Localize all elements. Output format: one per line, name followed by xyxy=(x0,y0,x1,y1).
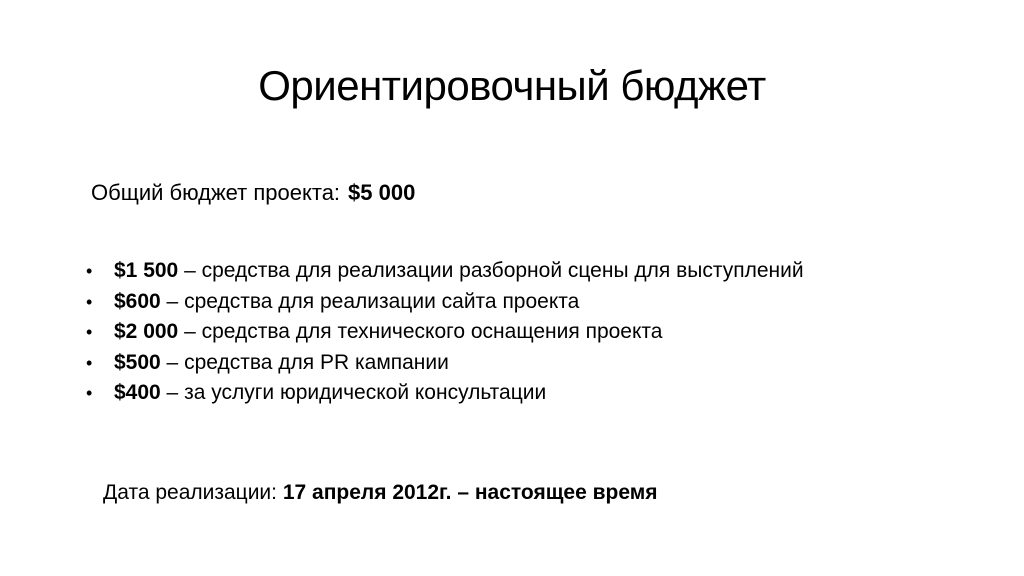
budget-item-amount: $500 xyxy=(114,350,161,374)
budget-item xyxy=(86,378,804,409)
budget-item xyxy=(86,287,804,318)
total-budget-label: Общий бюджет проекта: xyxy=(91,180,341,205)
budget-item-amount: $2 000 xyxy=(114,320,179,343)
implementation-dates xyxy=(103,477,658,509)
bullet-icon: • xyxy=(86,261,93,281)
bullet-icon: • xyxy=(86,322,93,342)
bullet-icon: • xyxy=(86,383,93,403)
implementation-dates-label: Дата реализации: xyxy=(103,481,283,504)
budget-item-text: – средства для технического оснащения проекта xyxy=(178,320,663,343)
budget-item xyxy=(86,348,804,379)
slide-title: Ориентировочный бюджет xyxy=(258,62,766,109)
budget-item-text: – средства для реализации разборной сцены для выступлений xyxy=(178,259,804,282)
budget-item-amount: $600 xyxy=(114,289,161,313)
budget-item-text: – за услуги юридической консультации xyxy=(160,381,547,404)
budget-item-text: – средства для реализации сайта проекта xyxy=(160,289,580,313)
budget-item-amount: $1 500 xyxy=(114,259,179,282)
budget-item xyxy=(86,256,804,287)
total-budget xyxy=(91,177,415,209)
budget-item-text: – средства для PR кампании xyxy=(160,350,449,374)
total-budget-value: $5 000 xyxy=(348,180,416,205)
bullet-icon: • xyxy=(86,291,93,312)
budget-item xyxy=(86,317,804,348)
bullet-icon: • xyxy=(86,352,93,373)
implementation-dates-value: 17 апреля 2012г. – настоящее время xyxy=(282,481,658,504)
budget-item-amount: $400 xyxy=(114,381,161,404)
budget-items-list xyxy=(86,256,804,409)
